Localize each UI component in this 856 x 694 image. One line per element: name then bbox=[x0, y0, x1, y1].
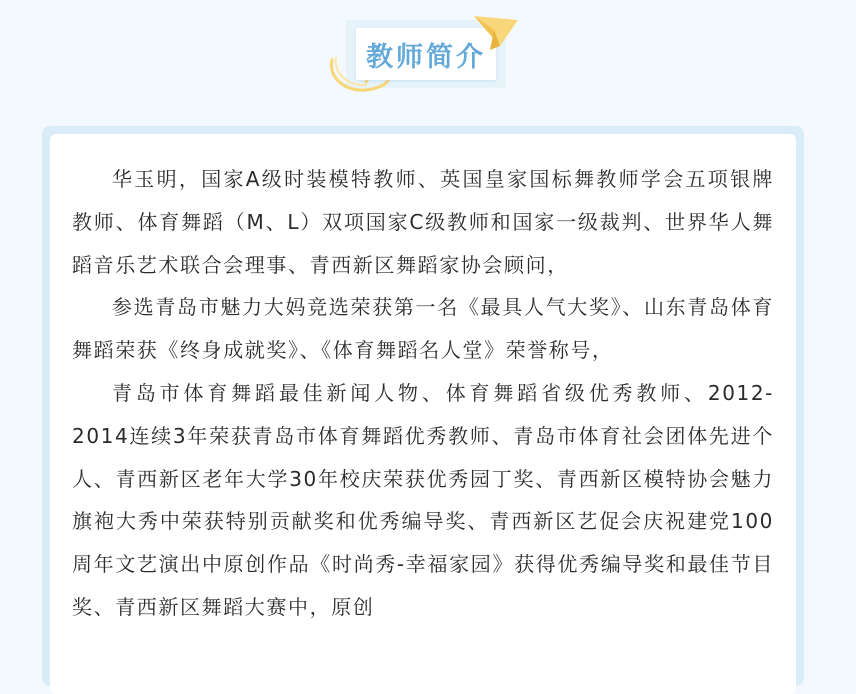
bio-paragraph: 青岛市体育舞蹈最佳新闻人物、体育舞蹈省级优秀教师、2012-2014连续3年荣获青岛市体育舞蹈优秀教师、青岛市体育社会团体先进个人、青西新区老年大学30年校庆荣获优秀园丁奖、青西新区模特协会魅力旗袍大秀中荣获特别贡献奖和优秀编导奖、青西新区艺促会庆祝建党100周年文艺演出中原创作品《时尚秀-幸福家园》获得优秀编导奖和最佳节目奖、青西新区舞蹈大赛中，原创 bbox=[72, 380, 774, 619]
header bbox=[0, 0, 856, 120]
page-title: 教师简介 bbox=[366, 41, 486, 73]
bio-paragraph: 华玉明，国家A级时装模特教师、英国皇家国标舞教师学会五项银牌教师、体育舞蹈（M、L）双项国家C级教师和国家一级裁判、世界华人舞蹈音乐艺术联合会理事、青西新区舞蹈家协会顾问， bbox=[72, 167, 774, 277]
bio-paragraph: 参选青岛市魅力大妈竞选荣获第一名《最具人气大奖》、山东青岛体育舞蹈荣获《终身成就奖》、《体育舞蹈名人堂》荣誉称号， bbox=[72, 295, 774, 363]
bio-text bbox=[72, 158, 774, 629]
paper-plane-icon bbox=[470, 10, 522, 52]
